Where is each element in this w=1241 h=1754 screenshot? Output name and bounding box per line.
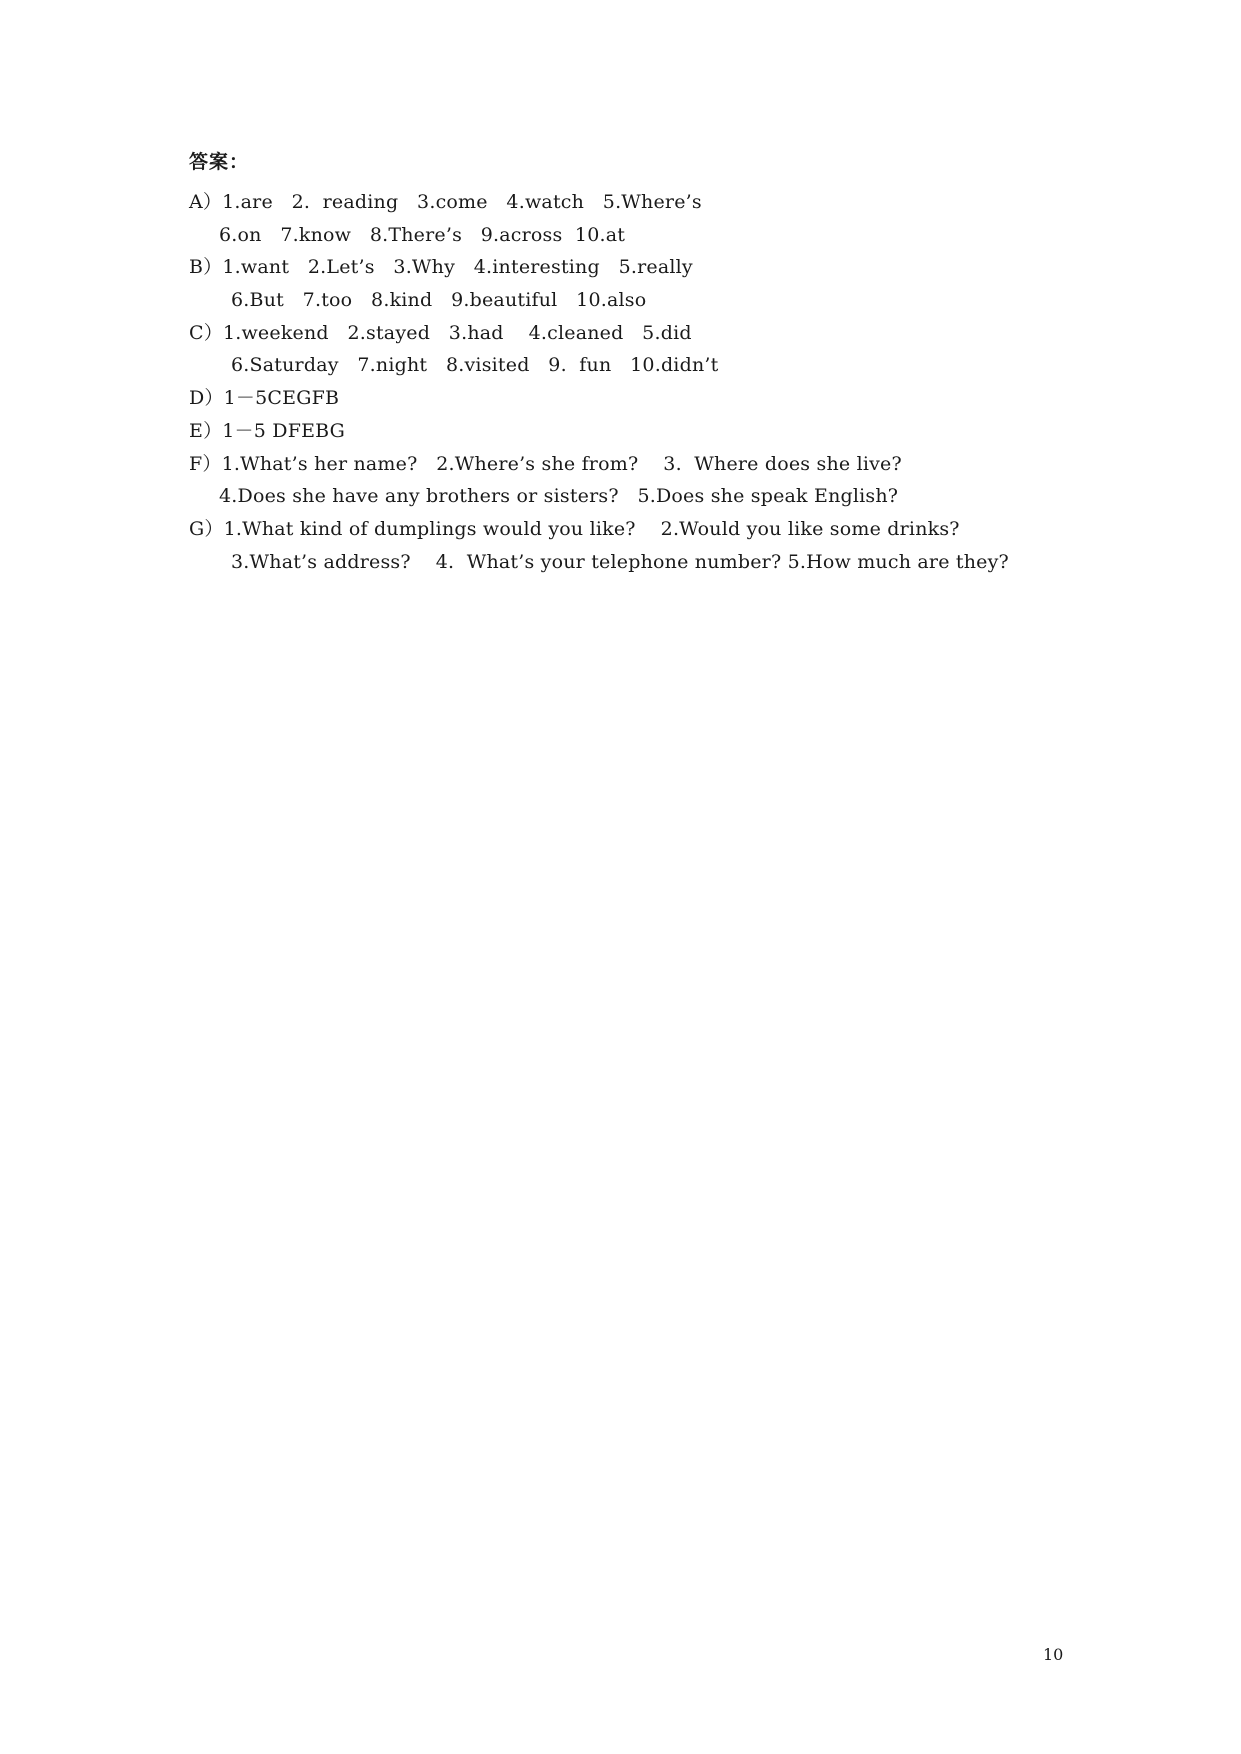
- answer-line-d: D）1－5CEGFB: [189, 387, 340, 410]
- page-number: 10: [1043, 1645, 1064, 1664]
- answers-heading: 答案：: [189, 151, 250, 173]
- answer-line-a2: 6.on 7.know 8.There’s 9.across 10.at: [219, 223, 626, 246]
- answer-line-c2: 6.Saturday 7.night 8.visited 9. fun 10.didn’t: [231, 354, 719, 377]
- answer-line-a1: A）1.are 2. reading 3.come 4.watch 5.Where’s: [189, 191, 702, 213]
- answer-line-b1: B）1.want 2.Let’s 3.Why 4.interesting 5.really: [189, 256, 693, 279]
- answer-line-e: E）1－5 DFEBG: [189, 419, 346, 442]
- answer-line-f2: 4.Does she have any brothers or sisters? 5.Does she speak English?: [219, 485, 899, 508]
- answer-line-g2: 3.What’s address? 4. What’s your telephone number? 5.How much are they?: [231, 550, 1009, 573]
- answer-line-g1: G）1.What kind of dumplings would you like? 2.Would you like some drinks?: [189, 517, 960, 540]
- answer-line-c1: C）1.weekend 2.stayed 3.had 4.cleaned 5.did: [189, 321, 692, 344]
- answer-list: [189, 186, 1149, 578]
- answer-line-b2: 6.But 7.too 8.kind 9.beautiful 10.also: [231, 289, 647, 312]
- answer-line-f1: F）1.What’s her name? 2.Where’s she from? 3. Where does she live?: [189, 452, 902, 475]
